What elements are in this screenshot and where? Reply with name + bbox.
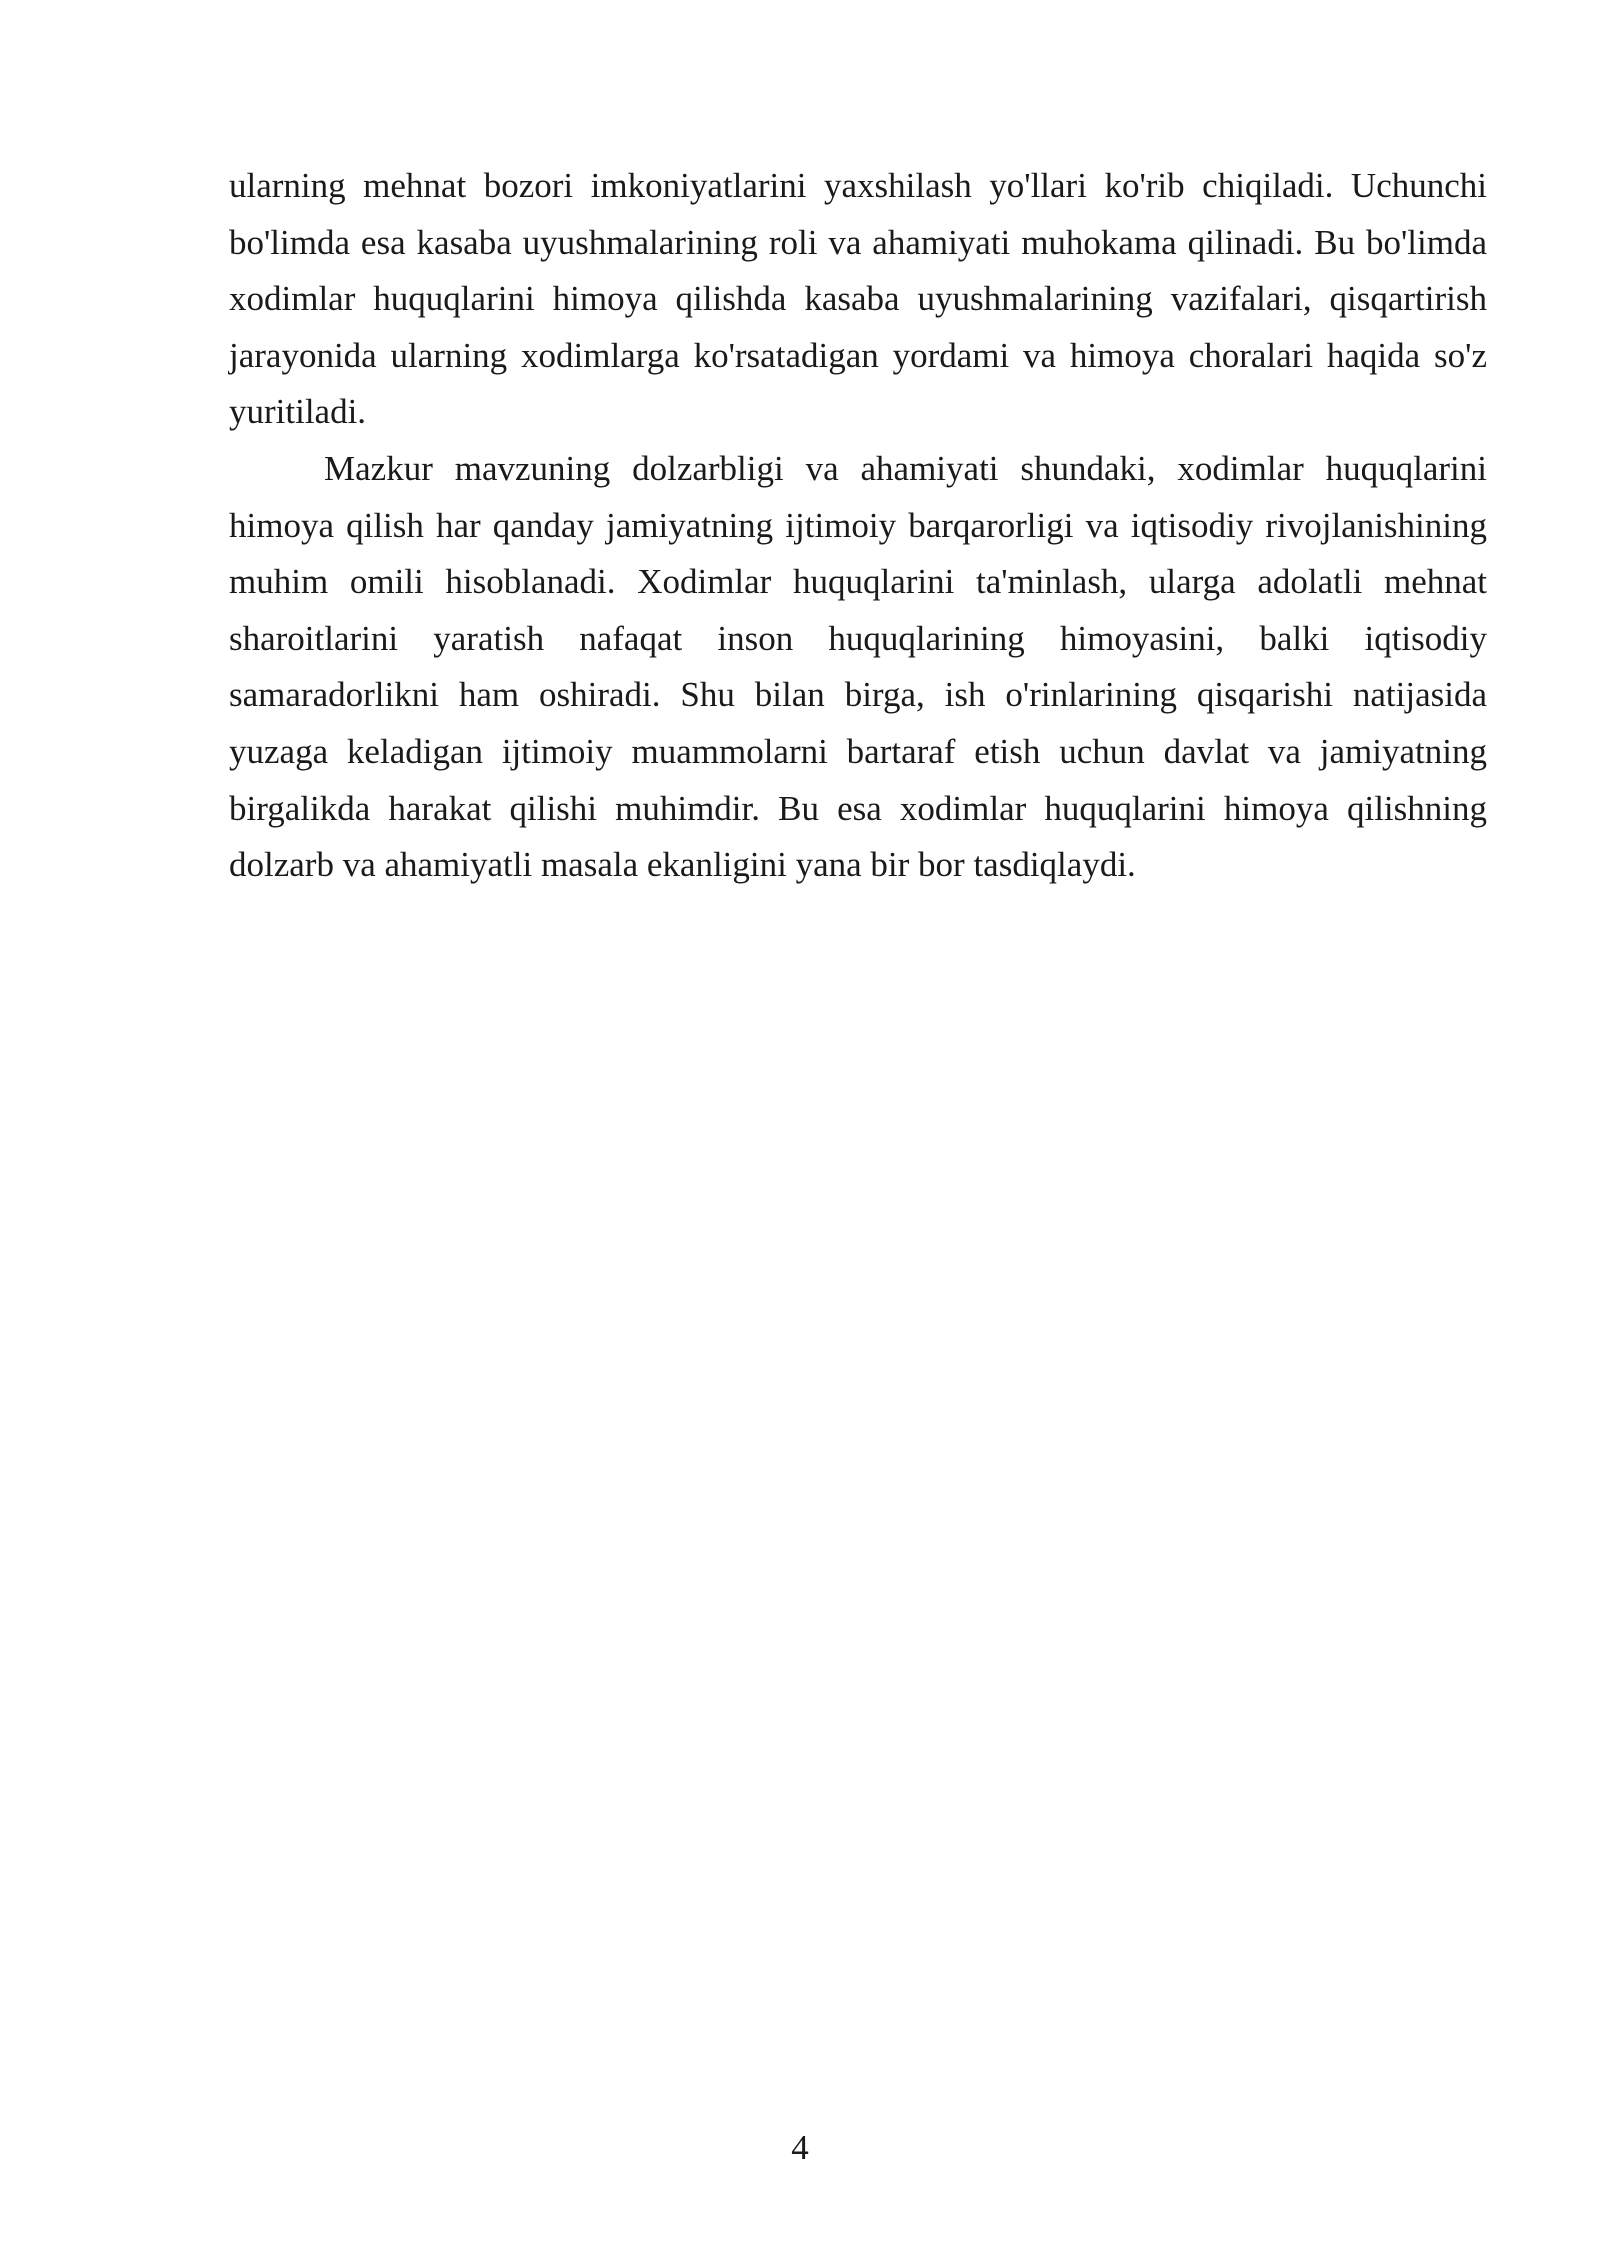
page-number: 4 [791, 2128, 809, 2167]
paragraph-relevance: Mazkur mavzuning dolzarbligi va ahamiyati shundaki, xodimlar huquqlarini himoya qilish har qanday jamiyatning ijtimoiy barqarorligi va iqtisodiy rivojlanishining muhim omili hisoblanadi. Xodimlar huquqlarini ta'minlash, ularga adolatli mehnat sharoitlarini yaratish nafaqat inson huquqlarining himoyasini, balki iqtisodiy samaradorlikni ham oshiradi. Shu bilan birga, ish o'rinlarining qisqarishi natijasida yuzaga keladigan ijtimoiy muammolarni bartaraf etish uchun davlat va jamiyatning birgalikda harakat qilishi muhimdir. Bu esa xodimlar huquqlarini himoya qilishning dolzarb va ahamiyatli masala ekanligini yana bir bor tasdiqlaydi. [229, 448, 1487, 885]
body-text [229, 158, 1487, 894]
paragraph-continuation: ularning mehnat bozori imkoniyatlarini yaxshilash yo'llari ko'rib chiqiladi. Uchunchi bo'limda esa kasaba uyushmalarining roli va ahamiyati muhokama qilinadi. Bu bo'limda xodimlar huquqlarini himoya qilishda kasaba uyushmalarining vazifalari, qisqartirish jarayonida ularning xodimlarga ko'rsatadigan yordami va himoya choralari haqida so'z yuritiladi. [229, 166, 1487, 432]
